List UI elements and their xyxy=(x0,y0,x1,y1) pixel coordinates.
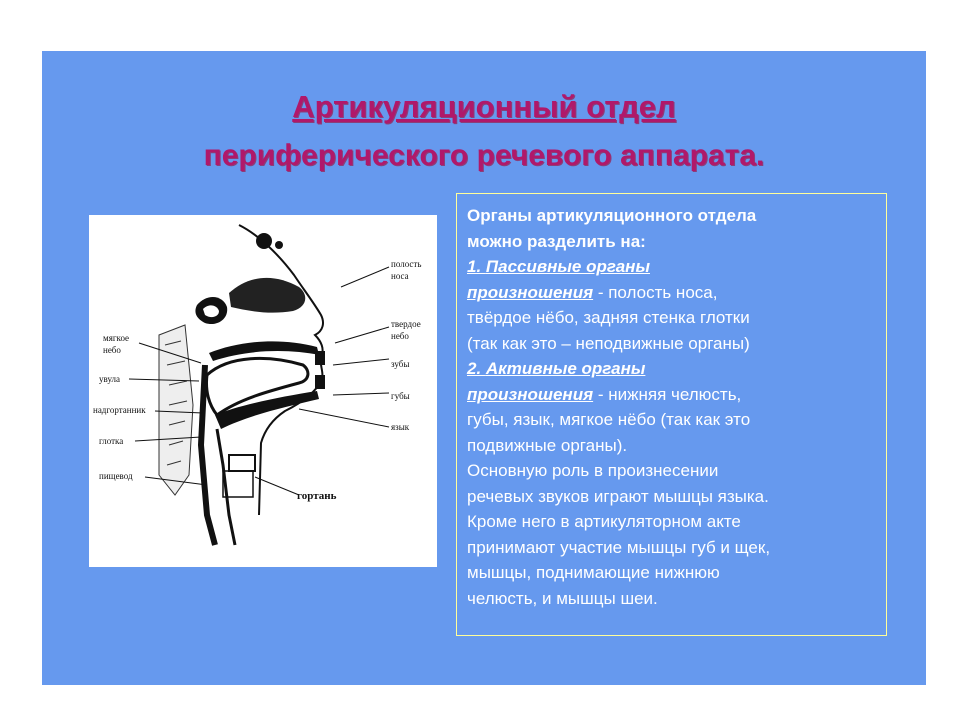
slide xyxy=(42,51,926,685)
label-epiglottis: надгортанник xyxy=(93,405,146,415)
passive-rest-2: - полость носа, xyxy=(593,282,718,302)
intro-line-2: можно разделить на: xyxy=(467,231,646,251)
main-line-2: речевых звуков играют мышцы языка. xyxy=(467,486,769,506)
passive-title-1: Пассивные органы xyxy=(485,257,650,276)
slide-title-line1: Артикуляционный отдел xyxy=(292,89,676,124)
active-line-4: подвижные органы). xyxy=(467,435,628,455)
label-teeth: зубы xyxy=(391,359,410,369)
active-rest-2: - нижняя челюсть, xyxy=(593,384,742,404)
active-heading-line-1 xyxy=(467,356,886,382)
active-number: 2. xyxy=(467,359,486,378)
label-esophagus: пищевод xyxy=(99,471,133,481)
passive-line-4: (так как это – неподвижные органы) xyxy=(467,333,750,353)
label-tongue: язык xyxy=(391,422,410,432)
intro-line-1: Органы артикуляционного отдела xyxy=(467,206,757,225)
anatomy-figure xyxy=(89,215,437,567)
passive-heading-line-2 xyxy=(467,280,886,306)
label-nasal-cavity-2: носа xyxy=(391,271,409,281)
label-hard-palate-1: твердое xyxy=(391,319,421,329)
label-soft-palate-1: мягкое xyxy=(103,333,130,343)
label-soft-palate-2: небо xyxy=(103,345,121,355)
main-line-4: принимают участие мышцы губ и щек, xyxy=(467,537,771,557)
main-line-5: мышцы, поднимающие нижнюю xyxy=(467,563,720,582)
description-textbox xyxy=(456,193,887,636)
main-line-6: челюсть, и мышцы шеи. xyxy=(467,588,658,608)
passive-heading-line-1 xyxy=(467,254,886,280)
passive-number: 1. xyxy=(467,257,486,276)
label-uvula: увула xyxy=(99,374,121,384)
passive-line-3: твёрдое нёбо, задняя стенка глотки xyxy=(467,308,750,327)
active-heading-line-2 xyxy=(467,382,886,408)
head-section-drawing xyxy=(89,215,437,567)
passive-title-2: произношения xyxy=(467,282,594,302)
label-nasal-cavity-1: полость xyxy=(391,259,422,269)
label-larynx: гортань xyxy=(297,490,337,502)
slide-title-line2: периферического речевого аппарата. xyxy=(203,139,765,172)
active-line-3: губы, язык, мягкое нёбо (так как это xyxy=(467,410,751,429)
active-title-1: Активные органы xyxy=(485,359,646,378)
label-hard-palate-2: небо xyxy=(391,331,409,341)
active-title-2: произношения xyxy=(467,384,594,404)
label-lips: губы xyxy=(391,391,410,401)
label-pharynx: глотка xyxy=(99,436,124,446)
main-line-1: Основную роль в произнесении xyxy=(467,461,719,480)
main-line-3: Кроме него в артикуляторном акте xyxy=(467,512,741,531)
